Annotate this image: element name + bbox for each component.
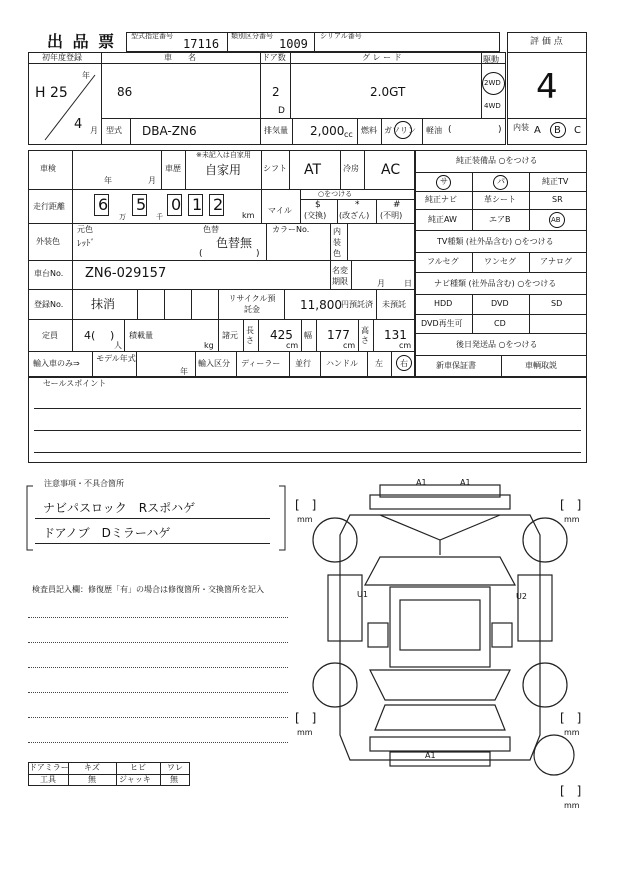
diagram-a1-front-left: A1	[416, 478, 427, 487]
equip-sr: SR	[552, 195, 563, 204]
interior-label: 内装	[513, 123, 529, 132]
later-title: 後日発送品 ○をつける	[456, 340, 538, 349]
mm-rl: mm	[297, 728, 313, 737]
sales-point-label: セールスポイント	[43, 379, 107, 388]
width-label: 幅	[304, 331, 312, 340]
history-note: ※未記入は自家用	[196, 151, 251, 159]
legend-break: ワレ	[167, 763, 183, 772]
tire-bracket-rl: [ ]	[295, 711, 317, 725]
tire-bracket-fl: [ ]	[295, 498, 317, 512]
model: DBA-ZN6	[142, 124, 197, 138]
navi-dvd-play: DVD再生可	[421, 319, 463, 328]
width-value: 177	[327, 328, 350, 342]
equip-navi: 純正ナビ	[425, 195, 457, 204]
class-no-label: 類別区分番号	[231, 32, 273, 40]
mile-label: マイル	[268, 206, 292, 215]
dims-label: 諸元	[222, 331, 238, 340]
legend-tools-none: 無	[88, 775, 96, 784]
equip-aw: 純正AW	[428, 215, 457, 224]
equip-leather: 革シート	[484, 195, 516, 204]
form-title: 出 品 票	[47, 32, 117, 51]
model-year-unit: 年	[180, 367, 188, 376]
grade-label: グ レ ー ド	[362, 53, 402, 62]
navi-dvd: DVD	[491, 299, 509, 308]
width-unit: cm	[343, 341, 356, 350]
later-warranty: 新車保証書	[436, 361, 476, 370]
equip-airbag: エアB	[489, 215, 511, 224]
chassis-label: 車台No.	[34, 269, 64, 278]
month-unit: 月	[90, 126, 98, 135]
navi-cd: CD	[494, 319, 506, 328]
mm-fr: mm	[564, 515, 580, 524]
height-unit: cm	[399, 341, 412, 350]
car-name: 86	[117, 85, 133, 99]
later-manual: 車輌取説	[525, 361, 557, 370]
mileage-digit-3: 0	[171, 195, 182, 214]
class-no: 1009	[279, 37, 308, 51]
height-value: 131	[384, 328, 407, 342]
inspection-month-unit: 月	[148, 176, 156, 185]
man-unit: 万	[119, 213, 126, 221]
dealer-label: ディーラー	[241, 359, 281, 368]
color-no-label: カラーNo.	[272, 225, 310, 234]
interior-grade-b: B	[554, 125, 561, 136]
recycle-label: リサイクル預託金	[228, 294, 276, 314]
light-oil-label: 軽油	[426, 126, 442, 135]
grade: 2.0GT	[370, 85, 406, 99]
legend-jack-none: 無	[170, 775, 178, 784]
tv-oneseg: ワンセグ	[484, 257, 516, 266]
mileage-label: 走行距離	[33, 202, 65, 211]
mm-fl: mm	[297, 515, 313, 524]
mm-spare: mm	[564, 801, 580, 810]
history-value: 自家用	[205, 163, 242, 177]
year-unit: 年	[82, 71, 90, 80]
cert-no-label: 型式指定番号	[131, 32, 173, 40]
color-change-value: 色替無	[216, 236, 253, 250]
model-year-label: モデル年式	[96, 354, 136, 363]
doors-label: ドア数	[262, 53, 286, 62]
length-label: 長さ	[246, 326, 254, 345]
capacity-label: 定員	[42, 331, 58, 340]
recycle-amount: 11,800	[300, 298, 342, 312]
notes-line-1: ナビパスロック Rスポハゲ	[43, 501, 196, 515]
right-hand-label: 右	[400, 359, 408, 368]
meter-circle-note: ○をつける	[318, 190, 353, 198]
length-unit: cm	[286, 341, 299, 350]
import-class-label: 輸入区分	[198, 359, 230, 368]
score-label: 評 価 点	[530, 37, 563, 47]
diagram-u2: U2	[516, 592, 527, 601]
diagram-a1-rear: A1	[425, 751, 436, 760]
first-reg-year: H 25	[35, 85, 68, 101]
meter-sym-exchange: $	[315, 200, 321, 210]
original-color-label: 元色	[77, 225, 93, 234]
km-unit: km	[242, 211, 255, 220]
title-change-label: 名変期限	[332, 266, 348, 286]
mileage-digit-5: 2	[213, 195, 224, 214]
mileage-digit-2: 5	[136, 195, 147, 214]
tire-bracket-spare: [ ]	[560, 784, 582, 798]
meter-unknown-label: (不明)	[380, 211, 403, 220]
kg-unit: kg	[204, 341, 214, 350]
sales-point-block	[28, 377, 587, 463]
tire-bracket-fr: [ ]	[560, 498, 582, 512]
tv-analog: アナログ	[540, 257, 572, 266]
navi-title: ナビ種類 (社外品含む) ○をつける	[434, 279, 557, 288]
displacement-label: 排気量	[264, 126, 288, 135]
diagram-a1-front-right: A1	[460, 478, 471, 487]
meter-exchange-label: (交換)	[304, 211, 327, 220]
left-hand-label: 左	[375, 359, 383, 368]
cert-no: 17116	[183, 37, 220, 51]
displacement: 2,000	[310, 124, 345, 138]
inspection-label: 車検	[40, 164, 56, 173]
score-value: 4	[536, 67, 558, 107]
tire-bracket-rr: [ ]	[560, 711, 582, 725]
navi-sd: SD	[551, 299, 563, 308]
drive-2wd: 2WD	[484, 79, 501, 87]
sen-unit: 千	[156, 213, 163, 221]
interior-color-label: 内装色	[333, 227, 341, 258]
import-label: 輸入車のみ⇒	[33, 359, 80, 368]
load-label: 積載量	[129, 331, 153, 340]
registration-value: 抹消	[91, 297, 116, 311]
legend-scratch: キズ	[84, 763, 100, 772]
history-label: 車歴	[165, 164, 181, 173]
mileage-digit-1: 6	[98, 195, 109, 214]
inspector-label: 検査員記入欄：修復歴「有」の場合は修復箇所・交換箇所を記入	[32, 585, 264, 594]
first-reg-label: 初年度登録	[42, 53, 82, 62]
legend-mirror: ドアミラー	[29, 763, 69, 772]
handle-label: ハンドル	[326, 359, 358, 368]
capacity-close: )	[110, 329, 115, 342]
mileage-digit-4: 1	[192, 195, 203, 214]
model-label: 型式	[106, 126, 122, 135]
fuel-selected-circle	[394, 121, 412, 139]
title-change-day: 日	[404, 279, 412, 288]
legend-crack: ヒビ	[130, 763, 146, 772]
capacity-value: 4(	[84, 329, 96, 342]
cooling-value: AC	[381, 162, 401, 178]
recycle-unit: 円預託済	[341, 300, 373, 309]
parallel-label: 並行	[295, 359, 311, 368]
recycle-unpaid: 未預託	[382, 300, 406, 309]
shift-label: シフト	[263, 164, 287, 173]
equip-sa: サ	[440, 177, 448, 186]
capacity-unit: 人	[114, 341, 122, 350]
color-paren-open: (	[199, 249, 203, 259]
cooling-label: 冷房	[343, 164, 359, 173]
doors-sub: D	[278, 106, 285, 116]
paren-open: (	[448, 125, 452, 135]
car-diagram	[290, 475, 590, 815]
fuel-label: 燃料	[361, 126, 377, 135]
drive-4wd: 4WD	[484, 102, 501, 110]
shift-value: AT	[304, 162, 322, 178]
cc-unit: cc	[344, 130, 353, 139]
equip-pa: パ	[497, 177, 505, 186]
interior-grade-c: C	[574, 125, 581, 136]
equipment-title: 純正装備品 ○をつける	[456, 156, 538, 165]
doors: 2	[272, 85, 280, 99]
exterior-color-label: 外装色	[36, 237, 60, 246]
meter-sym-unknown: #	[393, 200, 401, 210]
meter-tamper-label: (改ざん)	[339, 211, 370, 220]
navi-hdd: HDD	[434, 299, 453, 308]
car-name-label: 車 名	[164, 53, 196, 62]
height-label: 高さ	[361, 326, 369, 345]
notes-title: 注意事項・不具合箇所	[44, 479, 124, 488]
diagram-u1: U1	[357, 590, 368, 599]
drive-label: 駆動	[483, 55, 499, 64]
chassis-no: ZN6-029157	[85, 266, 167, 281]
tv-fullseg: フルセグ	[427, 257, 459, 266]
equip-tv: 純正TV	[542, 177, 569, 186]
serial-label: シリアル番号	[320, 32, 362, 40]
exterior-color-value: ﾚｯﾄﾞ	[77, 239, 96, 249]
notes-line-2: ドアノブ Dミラーハゲ	[43, 526, 171, 540]
inspection-year-unit: 年	[104, 176, 112, 185]
meter-sym-tamper: *	[355, 200, 360, 210]
legend-tools: 工具	[40, 775, 56, 784]
interior-grade-a: A	[534, 125, 541, 136]
legend-jack: ジャッキ	[119, 775, 151, 784]
fuel-value: ガソリン	[384, 126, 416, 135]
color-paren-close: )	[256, 249, 260, 259]
paren-close: )	[498, 125, 502, 135]
first-reg-month: 4	[74, 117, 83, 132]
color-change-label: 色替	[203, 225, 219, 234]
detail-block	[28, 150, 415, 377]
tv-title: TV種類 (社外品含む) ○をつける	[437, 237, 554, 246]
title-change-month: 月	[377, 279, 385, 288]
mm-rr: mm	[564, 728, 580, 737]
registration-label: 登録No.	[34, 300, 64, 309]
equip-ab: AB	[551, 216, 561, 224]
length-value: 425	[270, 328, 293, 342]
